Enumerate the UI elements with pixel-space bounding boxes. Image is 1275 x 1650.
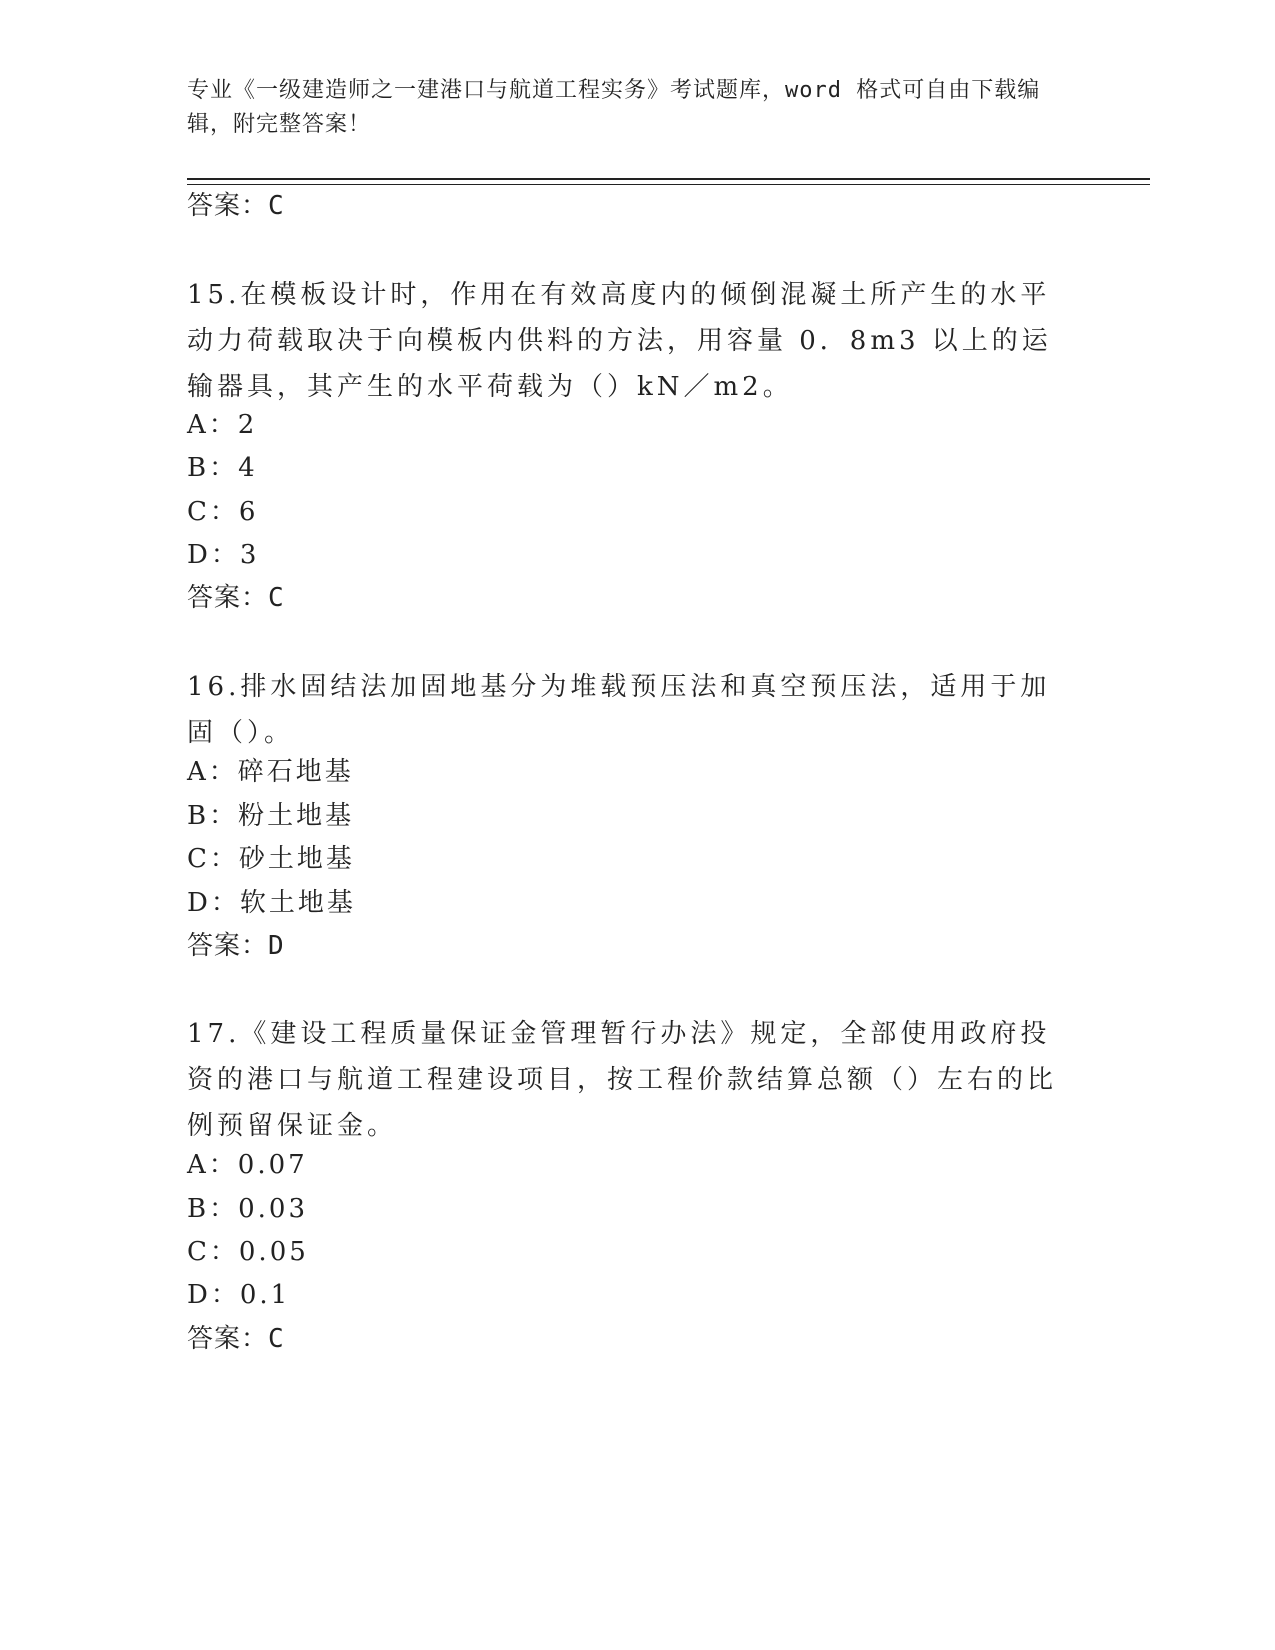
document-header: 专业《一级建造师之一建港口与航道工程实务》考试题库，word 格式可自由下载编辑，附完整答案！ (187, 78, 1041, 137)
header-divider-thick (187, 178, 1150, 180)
question-16-answer: 答案：D (187, 931, 285, 961)
question-15-stem: 15.在模板设计时，作用在有效高度内的倾倒混凝土所产生的水平动力荷载取决于向模板内供料的方法，用容量 0．8m3 以上的运输器具，其产生的水平荷载为（）kN／m2。 (187, 280, 1052, 402)
question-15-option-a: A：2 (187, 410, 258, 440)
question-17-option-b: B：0.03 (187, 1194, 308, 1224)
question-15-option-d: D：3 (187, 540, 260, 570)
question-16-option-b: B：粉土地基 (187, 801, 355, 831)
question-15-option-b: B：4 (187, 453, 258, 483)
question-15-option-c: C：6 (187, 497, 259, 527)
question-17-option-d: D：0.1 (187, 1280, 291, 1310)
header-divider-thin (187, 184, 1150, 185)
question-16-stem: 16.排水固结法加固地基分为堆载预压法和真空预压法，适用于加固（）。 (187, 672, 1051, 748)
question-17-option-a: A：0.07 (187, 1150, 308, 1180)
question-17-stem: 17.《建设工程质量保证金管理暂行办法》规定，全部使用政府投资的港口与航道工程建设项目，按工程价款结算总额（）左右的比例预留保证金。 (187, 1019, 1058, 1141)
question-16-option-d: D：软土地基 (187, 888, 356, 918)
question-16-option-a: A：碎石地基 (187, 757, 354, 787)
previous-answer: 答案：C (187, 191, 285, 221)
question-15-answer: 答案：C (187, 583, 285, 613)
question-17-option-c: C：0.05 (187, 1237, 309, 1267)
question-16-option-c: C：砂土地基 (187, 844, 355, 874)
question-17-answer: 答案：C (187, 1324, 285, 1354)
